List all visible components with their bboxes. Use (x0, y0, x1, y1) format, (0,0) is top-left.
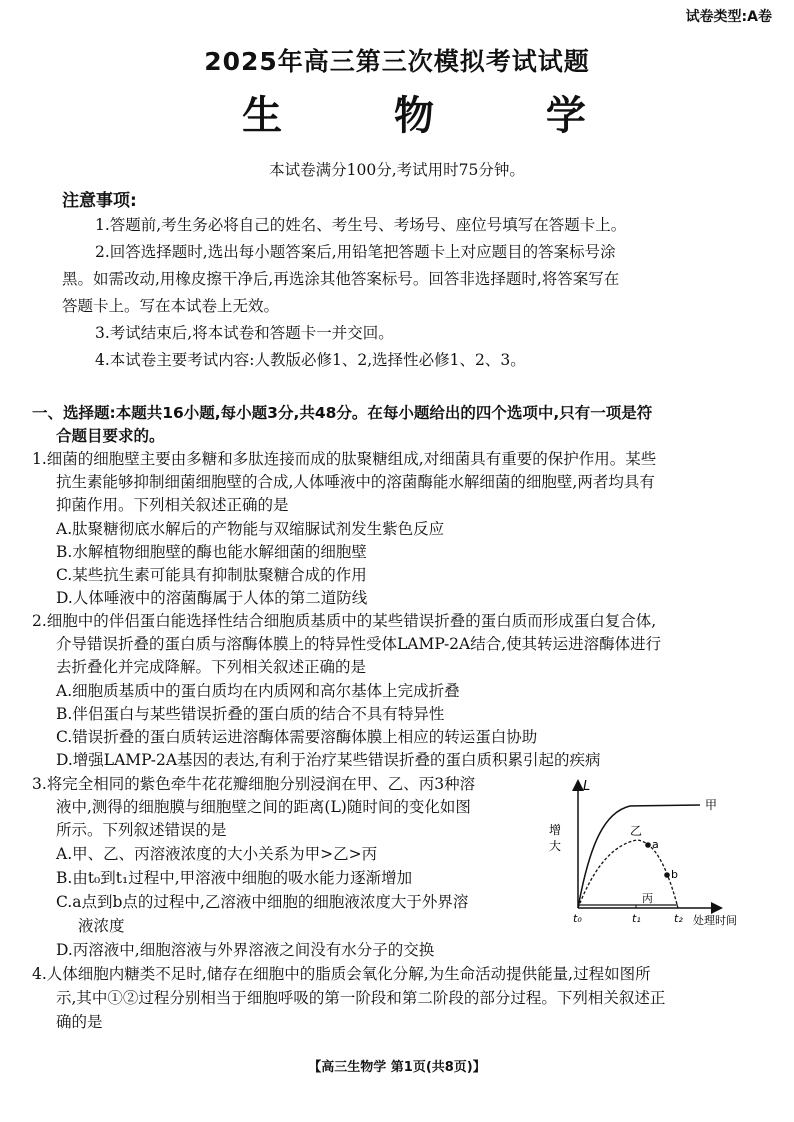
increase-label (549, 823, 561, 853)
notes-line: 1.答题前,考生务必将自己的姓名、考生号、考场号、座位号填写在答题卡上。 (95, 216, 627, 234)
point-a-label: a (652, 838, 659, 851)
curve-jia-label: 甲 (705, 798, 718, 812)
point-b-label: b (671, 868, 678, 881)
option-b: B.伴侣蛋白与某些错误折叠的蛋白质的结合不具有特异性 (56, 705, 445, 723)
section-heading-line: 合题目要求的。 (56, 427, 165, 445)
notes-line: 答题卡上。写在本试卷上无效。 (62, 297, 280, 315)
notes-line: 黑。如需改动,用橡皮擦干净后,再选涂其他答案标号。回答非选择题时,将答案写在 (62, 270, 620, 288)
x-axis-label: 处理时间 (693, 914, 737, 927)
section-heading-line: 一、选择题:本题共16小题,每小题3分,共48分。在每小题给出的四个选项中,只有一项是符 (32, 404, 653, 422)
question-stem-line: 液中,测得的细胞膜与细胞壁之间的距离(L)随时间的变化如图 (56, 798, 471, 816)
point-a-marker (645, 842, 651, 848)
curve-jia (578, 805, 700, 908)
point-b-marker (664, 872, 670, 878)
notes-line: 2.回答选择题时,选出每小题答案后,用铅笔把答题卡上对应题目的答案标号涂 (95, 243, 616, 261)
question-stem-line: 确的是 (56, 1013, 103, 1031)
question-stem-line: 抑菌作用。下列相关叙述正确的是 (56, 496, 289, 514)
option-a: A.细胞质基质中的蛋白质均在内质网和高尔基体上完成折叠 (56, 682, 460, 700)
question-stem-line: 所示。下列叙述错误的是 (56, 821, 227, 839)
t1-label: t₁ (632, 912, 641, 925)
option-a: A.肽聚糖彻底水解后的产物能与双缩脲试剂发生紫色反应 (56, 520, 445, 538)
option-d: D.增强LAMP-2A基因的表达,有利于治疗某些错误折叠的蛋白质积累引起的疾病 (56, 751, 601, 769)
question-stem-line: 2.细胞中的伴侣蛋白能选择性结合细胞质基质中的某些错误折叠的蛋白质而形成蛋白复合体, (32, 612, 657, 630)
exam-title: 2025年高三第三次模拟考试试题 (204, 47, 590, 76)
distance-time-graph (545, 772, 785, 932)
page-footer: 【高三生物学 第1页(共8页)】 (308, 1060, 486, 1075)
option-c: C.某些抗生素可能具有抑制肽聚糖合成的作用 (56, 566, 367, 584)
subject-title: 生 物 学 (242, 93, 620, 139)
question-stem-line: 抗生素能够抑制细菌细胞壁的合成,人体唾液中的溶菌酶能水解细菌的细胞壁,两者均具有 (56, 473, 655, 491)
notes-line: 3.考试结束后,将本试卷和答题卡一并交回。 (95, 324, 394, 342)
question-stem-line: 3.将完全相同的紫色牵牛花花瓣细胞分别浸润在甲、乙、丙3种溶 (32, 775, 476, 793)
increase-label-text: 增大 (549, 823, 562, 853)
option-c: C.a点到b点的过程中,乙溶液中细胞的细胞液浓度大于外界溶 (56, 893, 469, 911)
option-d: D.人体唾液中的溶菌酶属于人体的第二道防线 (56, 589, 368, 607)
notes-line: 4.本试卷主要考试内容:人教版必修1、2,选择性必修1、2、3。 (95, 351, 526, 369)
question-stem-line: 4.人体细胞内糖类不足时,储存在细胞中的脂质会氧化分解,为生命活动提供能量,过程如图所 (32, 965, 651, 983)
option-b: B.水解植物细胞壁的酶也能水解细菌的细胞壁 (56, 543, 367, 561)
score-note: 本试卷满分100分,考试用时75分钟。 (269, 161, 525, 179)
question-stem-line: 介导错误折叠的蛋白质与溶酶体膜上的特异性受体LAMP-2A结合,使其转运进溶酶体进行 (56, 635, 662, 653)
t2-label: t₂ (674, 912, 683, 925)
paper-type-label: 试卷类型:A卷 (685, 9, 772, 25)
curve-yi-label: 乙 (630, 824, 643, 838)
y-axis-label: L (583, 779, 591, 794)
option-a: A.甲、乙、丙溶液浓度的大小关系为甲>乙>丙 (56, 845, 378, 863)
question-stem-line: 去折叠化并完成降解。下列相关叙述正确的是 (56, 658, 367, 676)
t0-label: t₀ (573, 912, 582, 925)
option-b: B.由t₀到t₁过程中,甲溶液中细胞的吸水能力逐渐增加 (56, 869, 413, 887)
option-c: C.错误折叠的蛋白质转运进溶酶体需要溶酶体膜上相应的转运蛋白协助 (56, 728, 538, 746)
curve-bing-label: 丙 (642, 892, 653, 905)
question-stem-line: 示,其中①②过程分别相当于细胞呼吸的第一阶段和第二阶段的部分过程。下列相关叙述正 (56, 989, 666, 1007)
option-c-continued: 液浓度 (78, 917, 125, 935)
notes-heading: 注意事项: (62, 191, 137, 211)
question-stem-line: 1.细菌的细胞壁主要由多糖和多肽连接而成的肽聚糖组成,对细菌具有重要的保护作用。某些 (32, 450, 657, 468)
option-d: D.丙溶液中,细胞溶液与外界溶液之间没有水分子的交换 (56, 941, 435, 959)
